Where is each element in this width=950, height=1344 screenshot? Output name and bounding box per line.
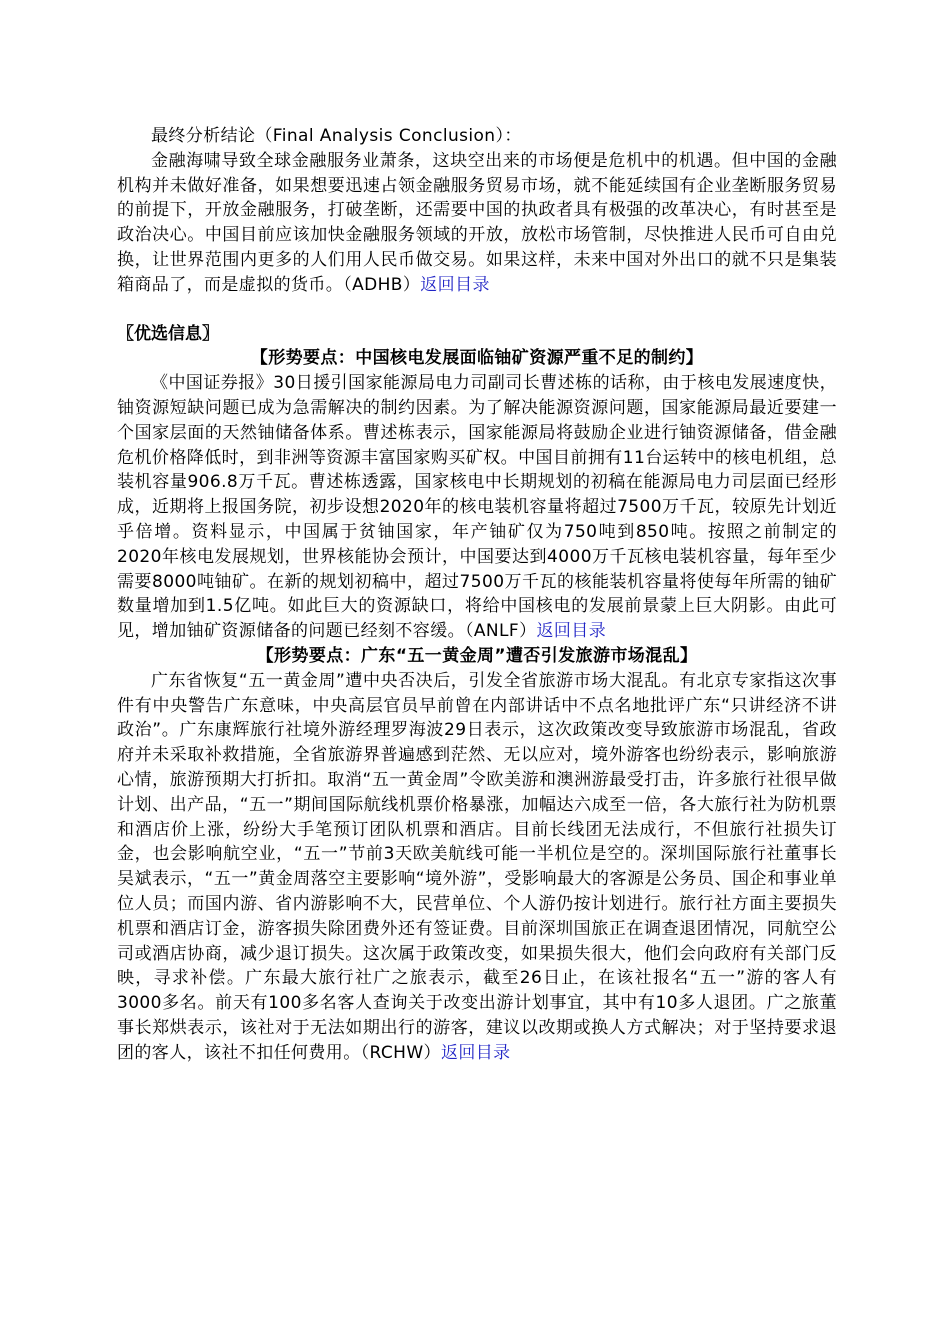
back-to-toc-link[interactable]: 返回目录 <box>440 1042 511 1063</box>
conclusion-source-code: （ADHB） <box>343 274 421 295</box>
article-title: 【形势要点：广东“五一黄金周”遭否引发旅游市场混乱】 <box>256 645 698 666</box>
back-to-toc-link[interactable]: 返回目录 <box>536 621 607 642</box>
back-to-toc-link[interactable]: 返回目录 <box>420 274 490 295</box>
conclusion-heading: 最终分析结论（Final Analysis Conclusion）： <box>151 126 522 146</box>
article-source-code: （RCHW） <box>360 1042 441 1063</box>
document-page <box>117 124 837 1065</box>
article-title: 【形势要点：中国核电发展面临铀矿资源严重不足的制约】 <box>250 348 704 369</box>
article-paragraph <box>117 669 837 1066</box>
article-body: 广东省恢复“五一黄金周”遭中央否决后，引发全省旅游市场大混乱。有北京专家指这次事件有中央警告广东意味，中央高层官员早前曾在内部讲话中不点名地批评广东“只讲经济不讲政治”。广东康辉旅行社境外游经理罗海波29日表示，这次政策改变导致旅游市场混乱，省政府并未采取补救措施，全省旅游界普遍感到茫然、无以应对，境外游客也纷纷表示，影响旅游心情，旅游预期大打折扣。取消“五一黄金周”令欧美游和澳洲游最受打击，许多旅行社很早做计划、出产品，“五一”期间国际航线机票价格暴涨，加幅达六成至一倍，各大旅行社为防机票和酒店价上涨，纷纷大手笔预订团队机票和酒店。目前长线团无法成行，不但旅行社损失订金，也会影响航空业，“五一”节前3天欧美航线可能一半机位是空的。深圳国际旅行社董事长吴斌表示，“五一”黄金周落空主要影响“境外游”，受影响最大的客源是公务员、国企和事业单位人员；而国内游、省内游影响不大，民营单位、个人游仍按计划进行。旅行社方面主要损失机票和酒店订金，游客损失除团费外还有签证费。目前深圳国旅正在调查退团情况，同航空公司或酒店协商，减少退订损失。这次属于政策改变，如果损失很大，他们会向政府有关部门反映，寻求补偿。广东最大旅行社广之旅表示，截至26日止，在该社报名“五一”游的客人有3000多名。前天有100多名客人查询关于改变出游计划事宜，其中有10多人退团。广之旅董事长郑烘表示，该社对于无法如期出行的游客，建议以改期或换人方式解决；对于坚持要求退团的客人，该社不扣任何费用。 <box>117 670 837 1063</box>
conclusion-body: 金融海啸导致全球金融服务业萧条，这块空出来的市场便是危机中的机遇。但中国的金融机构并未做好准备，如果想要迅速占领金融服务贸易市场，就不能延续国有企业垄断服务贸易的前提下，开放金融服务，打破垄断，还需要中国的执政者具有极强的改革决心，有时甚至是政治决心。中国目前应该加快金融服务领域的开放，放松市场管制，尽快推进人民币可自由兑换，让世界范围内更多的人们用人民币做交易。如果这样，未来中国对外出口的就不只是集装箱商品了，而是虚拟的货币。 <box>117 150 837 295</box>
article-body: 《中国证券报》30日援引国家能源局电力司副司长曹述栋的话称，由于核电发展速度快，铀资源短缺问题已成为急需解决的制约因素。为了解决能源资源问题，国家能源局最近要建一个国家层面的天然铀储备体系。曹述栋表示，国家能源局将鼓励企业进行铀资源储备，借金融危机价格降低时，到非洲等资源丰富国家购买矿权。中国目前拥有11台运转中的核电机组，总装机容量906.8万千瓦。曹述栋透露，国家核电中长期规划的初稿在能源局电力司层面已经形成，近期将上报国务院，初步设想2020年的核电装机容量将超过7500万千瓦，较原先计划近乎倍增。资料显示，中国属于贫铀国家，年产铀矿仅为750吨到850吨。按照之前制定的2020年核电发展规划，世界核能协会预计，中国要达到4000万千瓦核电装机容量，每年至少需要8000吨铀矿。在新的规划初稿中，超过7500万千瓦的核能装机容量将使每年所需的铀矿数量增加到1.5亿吨。如此巨大的资源缺口，将给中国核电的发展前景蒙上巨大阴影。由此可见，增加铀矿资源储备的问题已经刻不容缓。 <box>117 373 837 642</box>
spacer <box>117 298 837 322</box>
section-title: 〖优选信息〗 <box>117 323 219 344</box>
conclusion-paragraph <box>117 149 837 298</box>
article-source-code: （ANLF） <box>465 621 537 642</box>
article-paragraph <box>117 371 837 644</box>
